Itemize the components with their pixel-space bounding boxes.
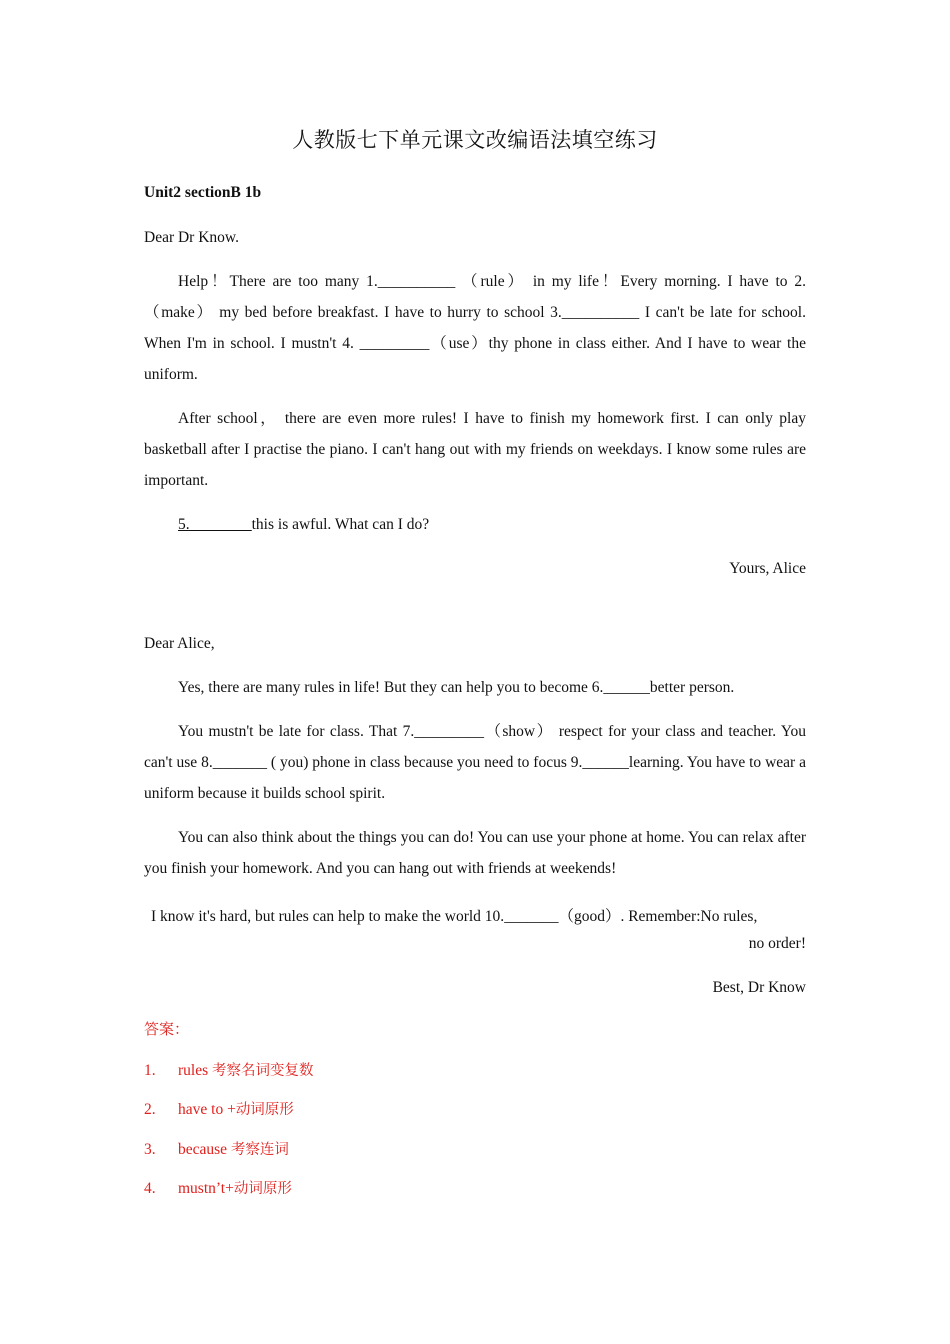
letter2-paragraph-3: You can also think about the things you can do! You can use your phone at home. You can relax after you finish your homework. And you can hang out with friends at weekends!	[144, 829, 806, 877]
text: I know it's hard, but rules can help to make the world 10.	[151, 908, 505, 925]
answer-en: mustn’t+	[178, 1180, 234, 1197]
letter2-paragraph-4	[151, 904, 757, 926]
page-title: 人教版七下单元课文改编语法填空练习	[292, 128, 658, 152]
letter2-paragraph-4-end: no order!	[748, 935, 806, 952]
answer-zh: 动词原形	[235, 1102, 294, 1118]
answer-item	[144, 1177, 292, 1198]
answer-item	[144, 1059, 314, 1080]
blank-4: _________	[359, 335, 430, 352]
question-5	[178, 516, 429, 534]
answer-number: 4.	[144, 1180, 156, 1197]
answer-item	[144, 1138, 289, 1159]
text: better person.	[649, 679, 735, 696]
blank-1: __________	[377, 273, 456, 290]
text: ( you) phone in class because you need to focus 9.	[266, 754, 583, 771]
text: （show） respect for your class and teacher. You can't use 8.	[144, 723, 807, 771]
section-heading: Unit2 sectionB 1b	[144, 184, 262, 201]
blank-7: _________	[414, 723, 484, 740]
blank-6: ______	[603, 679, 650, 696]
letter2-signoff: Best, Dr Know	[712, 979, 806, 996]
answer-item	[144, 1098, 294, 1119]
text: （rule） in my life！Every morning. I have to 2.（make） my bed before breakfast. I have to hurry to school 3.	[144, 273, 806, 321]
answer-number: 1.	[144, 1062, 156, 1079]
answer-number: 3.	[144, 1141, 156, 1158]
answer-zh: 动词原形	[233, 1181, 292, 1197]
blank-9: ______	[582, 754, 629, 771]
answer-zh: 考察名词变复数	[212, 1063, 314, 1079]
answers-label: 答案：	[144, 1020, 190, 1038]
answer-en: have to +	[178, 1101, 236, 1118]
answer-en: rules	[178, 1062, 213, 1079]
blank-10: _______	[504, 908, 559, 925]
letter2-greeting: Dear Alice,	[144, 635, 215, 652]
text: Help！There are too many 1.	[178, 273, 378, 290]
letter1-paragraph-2: After school， there are even more rules! I have to finish my homework first. I can only play basketball after I practise the piano. I can't hang out with my friends on weekdays. I know some rules are important.	[144, 410, 806, 489]
blank-8: _______	[212, 754, 267, 771]
text: （use）thy phone in class either. And I have to wear the uniform.	[144, 335, 806, 383]
text: this is awful. What can I do?	[251, 516, 430, 533]
letter1-signoff: Yours, Alice	[729, 560, 806, 577]
blank-5: 5.________	[178, 516, 252, 533]
text: I can't be late for school. When I'm in school. I mustn't 4.	[144, 304, 806, 352]
text: Yes, there are many rules in life! But they can help you to become 6.	[178, 679, 604, 696]
answer-number: 2.	[144, 1101, 156, 1118]
answer-en: because	[178, 1141, 231, 1158]
text: You mustn't be late for class. That 7.	[178, 723, 415, 740]
text: （good）. Remember:No rules,	[558, 908, 758, 925]
answer-zh: 考察连词	[230, 1142, 289, 1158]
letter2-paragraph-1	[178, 679, 734, 697]
letter2-paragraph-2	[144, 716, 806, 809]
letter1-paragraph-1	[144, 266, 806, 390]
letter1-greeting: Dear Dr Know.	[144, 229, 239, 246]
text: learning. You have to wear a uniform because it builds school spirit.	[144, 754, 806, 802]
blank-3: __________	[561, 304, 640, 321]
